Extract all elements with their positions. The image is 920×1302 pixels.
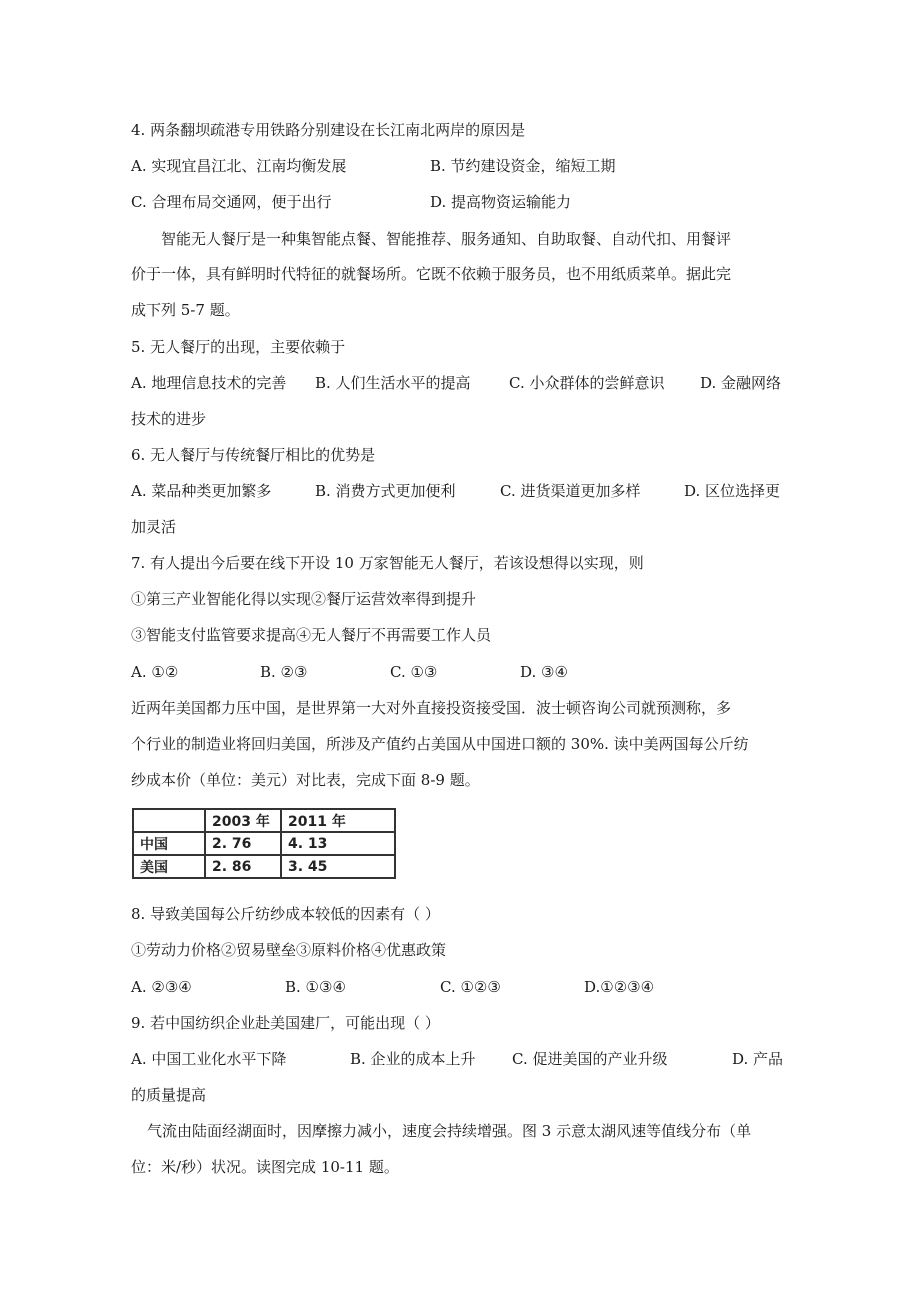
q9-option-b: B. 企业的成本上升 xyxy=(350,1050,476,1068)
passage2-line-3: 纱成本价（单位：美元）对比表，完成下面 8-9 题。 xyxy=(131,771,480,789)
q6-option-c: C. 进货渠道更加多样 xyxy=(500,482,641,500)
q8-option-d: D.①②③④ xyxy=(584,978,655,996)
q5-option-b: B. 人们生活水平的提高 xyxy=(315,374,471,392)
spinning-cost-table xyxy=(132,808,396,879)
q8-statements: ①劳动力价格②贸易壁垒③原料价格④优惠政策 xyxy=(131,941,447,959)
table-cell: 3. 45 xyxy=(281,855,395,878)
q9-option-d-wrap: 的质量提高 xyxy=(131,1086,207,1104)
passage3-line-2: 位：米/秒）状况。读图完成 10-11 题。 xyxy=(131,1158,399,1176)
q9-option-a: A. 中国工业化水平下降 xyxy=(131,1050,287,1068)
q7-option-b: B. ②③ xyxy=(260,663,308,681)
q8-option-a: A. ②③④ xyxy=(131,978,192,996)
table-cell: 2. 86 xyxy=(205,855,281,878)
q4-option-d: D. 提高物资运输能力 xyxy=(430,193,572,211)
table-header-cell: 2011 年 xyxy=(281,809,395,832)
table-cell: 美国 xyxy=(133,855,205,878)
q7-statements-2: ③智能支付监管要求提高④无人餐厅不再需要工作人员 xyxy=(131,626,492,644)
table-row xyxy=(133,832,395,855)
q8-stem: 8. 导致美国每公斤纺纱成本较低的因素有（ ） xyxy=(131,905,440,923)
q7-option-d: D. ③④ xyxy=(520,663,568,681)
passage2-line-2: 个行业的制造业将回归美国，所涉及产值约占美国从中国进口额的 30%. 读中美两国每公斤纺 xyxy=(131,735,749,753)
q5-option-d: D. 金融网络 xyxy=(700,374,782,392)
q4-stem: 4. 两条翻坝疏港专用铁路分别建设在长江南北两岸的原因是 xyxy=(131,121,526,139)
q7-option-a: A. ①② xyxy=(131,663,179,681)
table-header-cell: 2003 年 xyxy=(205,809,281,832)
q9-option-c: C. 促进美国的产业升级 xyxy=(512,1050,668,1068)
q9-option-d: D. 产品 xyxy=(732,1050,784,1068)
q6-option-b: B. 消费方式更加便利 xyxy=(315,482,456,500)
q6-option-d: D. 区位选择更 xyxy=(684,482,781,500)
q4-option-b: B. 节约建设资金，缩短工期 xyxy=(430,157,616,175)
passage1-line-1: 智能无人餐厅是一种集智能点餐、智能推荐、服务通知、自助取餐、自动代扣、用餐评 xyxy=(161,230,732,248)
table-cell: 2. 76 xyxy=(205,832,281,855)
table-row xyxy=(133,855,395,878)
table-cell: 中国 xyxy=(133,832,205,855)
q8-option-b: B. ①③④ xyxy=(285,978,346,996)
table-cell: 4. 13 xyxy=(281,832,395,855)
q7-statements-1: ①第三产业智能化得以实现②餐厅运营效率得到提升 xyxy=(131,590,477,608)
table-header-cell xyxy=(133,809,205,832)
table-header-row xyxy=(133,809,395,832)
q8-option-c: C. ①②③ xyxy=(440,978,501,996)
q7-stem: 7. 有人提出今后要在线下开设 10 万家智能无人餐厅，若该设想得以实现，则 xyxy=(131,554,644,572)
q5-option-c: C. 小众群体的尝鲜意识 xyxy=(509,374,665,392)
q9-stem: 9. 若中国纺织企业赴美国建厂，可能出现（ ） xyxy=(131,1014,440,1032)
q5-option-d-wrap: 技术的进步 xyxy=(131,410,207,428)
q5-stem: 5. 无人餐厅的出现，主要依赖于 xyxy=(131,338,346,356)
passage1-line-2: 价于一体，具有鲜明时代特征的就餐场所。它既不依赖于服务员，也不用纸质菜单。据此完 xyxy=(131,265,732,283)
q6-stem: 6. 无人餐厅与传统餐厅相比的优势是 xyxy=(131,446,376,464)
passage3-line-1: 气流由陆面经湖面时，因摩擦力减小，速度会持续增强。图 3 示意太湖风速等值线分布（单 xyxy=(147,1122,752,1140)
q4-option-c: C. 合理布局交通网，便于出行 xyxy=(131,193,332,211)
q4-option-a: A. 实现宜昌江北、江南均衡发展 xyxy=(131,157,347,175)
q5-option-a: A. 地理信息技术的完善 xyxy=(131,374,287,392)
q6-option-a: A. 菜品种类更加繁多 xyxy=(131,482,272,500)
passage2-line-1: 近两年美国都力压中国，是世界第一大对外直接投资接受国．波士顿咨询公司就预测称，多 xyxy=(131,699,732,717)
passage1-line-3: 成下列 5-7 题。 xyxy=(131,301,240,319)
q7-option-c: C. ①③ xyxy=(390,663,438,681)
q6-option-d-wrap: 加灵活 xyxy=(131,518,177,536)
